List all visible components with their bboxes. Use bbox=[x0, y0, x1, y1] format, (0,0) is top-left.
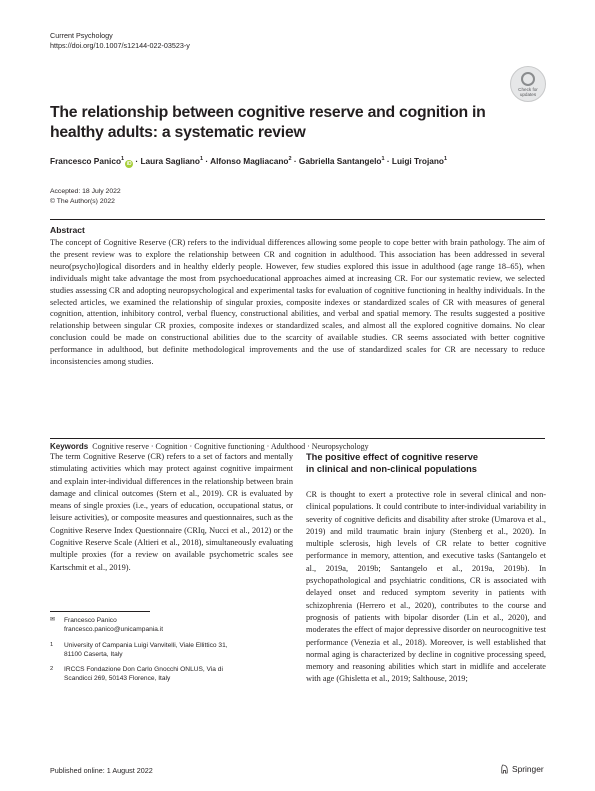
corresponding-author-note bbox=[50, 616, 293, 635]
badge-label-2: updates bbox=[519, 91, 537, 97]
accepted-date: Accepted: 18 July 2022 bbox=[50, 188, 121, 195]
affiliation-1 bbox=[50, 641, 293, 660]
published-online: Published online: 1 August 2022 bbox=[50, 766, 153, 775]
author-list: Francesco Panico$^1$iD · Laura Sagliano$^1$ · Alfonso Magliacano$^2$ · Gabriella Santangelo$^1$ · Luigi Trojano$^1$ bbox=[50, 156, 448, 167]
corresponding-name: Francesco Panico bbox=[64, 617, 117, 624]
affiliation-mark: 2 bbox=[50, 666, 54, 673]
article-title: The relationship between cognitive reserve and cognition in healthy adults: a systematic review bbox=[50, 104, 486, 141]
doi-link[interactable]: https://doi.org/10.1007/s12144-022-03523-y bbox=[50, 41, 190, 50]
affiliation-line: 81100 Caserta, Italy bbox=[64, 650, 123, 658]
springer-horse-icon bbox=[500, 764, 509, 774]
orcid-icon[interactable]: iD bbox=[126, 161, 132, 167]
section-heading-line-1: The positive effect of cognitive reserve bbox=[306, 452, 479, 462]
author-name[interactable]: Gabriella Santangelo bbox=[298, 156, 382, 166]
author-affiliation-mark: 1 bbox=[199, 156, 204, 163]
intro-paragraph: The term Cognitive Reserve (CR) refers to a set of factors and mentally stimulating activities which may protect against cognitive impairment and explain inter-individual differences in the relationship between brain damage and clinical outcomes (Stern et al., 2019). CR is evaluated by means of single proxies (i.e., years of education, occupational status, or leisure activities), or composite measures and questionnaires, such as the Cognitive Reserve Index Questionnaire (CRIq, Nucci et al., 2012) or the Cognitive Reserve Scale (Altieri et al., 2018), simultaneously evaluating multiple proxies (for a review on available psychometric scales see Kartschmit et al., 2019). bbox=[50, 452, 293, 572]
footnote-rule bbox=[50, 611, 150, 612]
springer-logo bbox=[500, 764, 544, 774]
footnotes bbox=[50, 616, 293, 690]
badge-label-1: Check for bbox=[518, 86, 538, 92]
keywords-bottom-rule bbox=[50, 438, 545, 439]
affiliation-line: Scandicci 269, 50143 Florence, Italy bbox=[64, 675, 171, 683]
keywords-line bbox=[50, 442, 545, 451]
author-affiliation-mark: 1 bbox=[381, 156, 385, 163]
corresponding-email[interactable]: francesco.panico@unicampania.it bbox=[64, 626, 164, 634]
check-for-updates-badge[interactable] bbox=[510, 66, 546, 102]
envelope-icon: ✉ bbox=[50, 617, 55, 623]
section-heading-line-2: in clinical and non-clinical populations bbox=[306, 464, 477, 474]
journal-header bbox=[50, 31, 190, 51]
abstract-heading: Abstract bbox=[50, 225, 85, 235]
author-affiliation-mark: 2 bbox=[288, 156, 292, 163]
publisher-name: Springer bbox=[512, 764, 544, 774]
abstract-top-rule bbox=[50, 219, 545, 220]
author-affiliation-mark: 1 bbox=[444, 156, 448, 163]
affiliation-2 bbox=[50, 665, 293, 684]
refresh-icon bbox=[521, 72, 535, 86]
article-dates bbox=[50, 187, 121, 206]
author-name[interactable]: Alfonso Magliacano bbox=[210, 156, 289, 166]
author-name[interactable]: Laura Sagliano bbox=[140, 156, 200, 166]
author-name[interactable]: Francesco Panico bbox=[50, 156, 122, 166]
keywords-list: Cognitive reserve · Cognition · Cognitive functioning · Adulthood · Neuropsychology bbox=[92, 442, 369, 451]
keywords-heading: Keywords bbox=[50, 442, 89, 451]
copyright-line: © The Author(s) 2022 bbox=[50, 197, 115, 205]
affiliation-line: IRCCS Fondazione Don Carlo Gnocchi ONLUS, Via di bbox=[64, 666, 223, 674]
abstract-body: The concept of Cognitive Reserve (CR) refers to the individual differences allowing some people to cope better with brain pathology. The aim of the present review was to explore the relationship between CR and cognition in adulthood. This association has been addressed in several neuro(psycho)logical disorders and in healthy elderly people. However, few studies explored this issue in adulthood (age range 18–65), when individuals might take advantage the most from psychoeducational approaches aimed at increasing CR. For our systematic review, we selected studies assessing CR and adopting neuropsychological and experimental tasks for evaluation of cognitive functioning in healthy individuals. In the selected articles, we examined the relationship of singular proxies, composite indexes or standardized scales of CR with measures of general cognition, attention, inhibitory control, verbal fluency, constructional abilities, and verbal and spatial memory. The results suggested a positive relationship between singular CR proxies, composite indexes or standardized scales, and almost all the explored cognitive domains. No clear conclusion could be made on constructional abilities due to the scarcity of available studies. CR seems associated with better cognitive performance in adulthood, but definite methodological improvements and the use of standardized scales for CR are necessary to reduce inconsistencies among studies. bbox=[50, 238, 545, 367]
section-heading bbox=[306, 451, 546, 475]
section-paragraph: CR is thought to exert a protective role in several clinical and non-clinical populations. It could contribute to inter-individual variability in severity of cognitive deficits and disability after stroke (Umarova et al., 2019) and mild traumatic brain injury (Stenberg et al., 2020). In multiple sclerosis, high levels of CR relate to better cognitive performance in memory, attention, and executive tasks (Santangelo et al., 2019a, 2019b; Santangelo et al., 2019a, 2019b). In psychopathological and psychiatric conditions, CR is associated with delayed onset and reduced symptom severity in patients with schizophrenia (Herrero et al., 2020), contributes to the course and prognosis of patients with bipolar disorder (Lin et al., 2020), and moderates the effect of major depressive disorder on neurocognitive test performance (Venezia et al., 2018). Moreover, is well established that normal aging is characterized by decline in cognitive processing speed, memory and reasoning abilities which start in midlife and accelerate with age (Ghisletta et al., 2019; Salthouse, 2019; bbox=[306, 490, 546, 684]
author-affiliation-mark: 1 bbox=[121, 156, 125, 163]
affiliation-line: University of Campania Luigi Vanvitelli, Viale Ellittico 31, bbox=[64, 641, 228, 649]
author-name[interactable]: Luigi Trojano bbox=[391, 156, 445, 166]
journal-name: Current Psychology bbox=[50, 31, 113, 40]
affiliation-mark: 1 bbox=[50, 641, 54, 648]
